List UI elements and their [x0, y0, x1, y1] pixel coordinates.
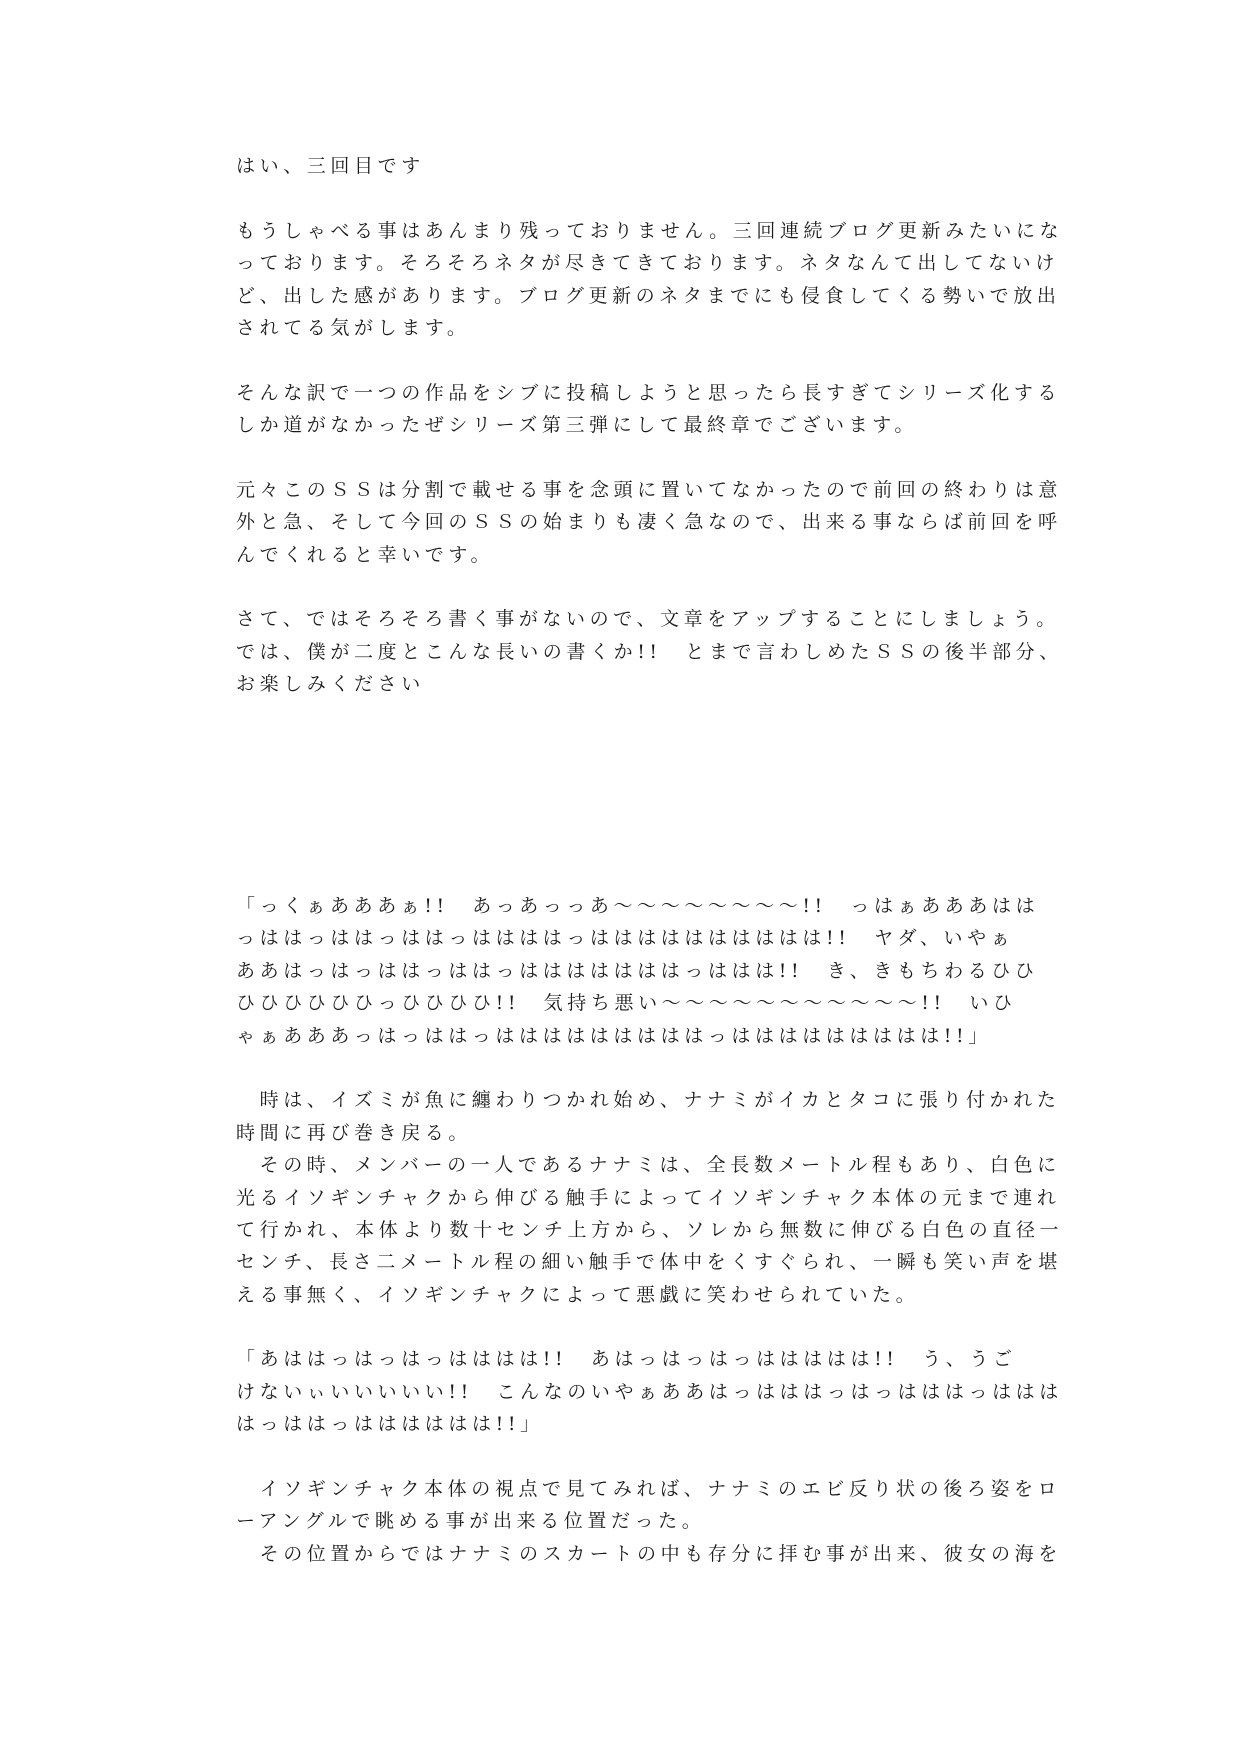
narration-block-2: [236, 1473, 1062, 1570]
text-line: 元々このＳＳは分割で載せる事を念頭に置いてなかったので前回の終わりは意: [236, 478, 1063, 501]
text-line: える事無く、イソギンチャクによって悪戯に笑わせられていた。: [236, 1283, 920, 1306]
text-line: っております。そろそろネタが尽きてきております。ネタなんて出してないけ: [236, 252, 1059, 275]
text-line: センチ、長さ二メートル程の細い触手で体中をくすぐられ、一瞬も笑い声を堪: [236, 1251, 1062, 1274]
text-line: しか道がなかったぜシリーズ第三弾にして最終章でございます。: [236, 414, 918, 437]
preface-paragraph-3: [236, 474, 1063, 571]
text-line: その位置からではナナミのスカートの中も存分に拝む事が出来、彼女の海を: [236, 1542, 1062, 1565]
preface-paragraph-4: [236, 603, 1063, 700]
text-line: んでくれると幸いです。: [236, 543, 495, 566]
text-line: そんな訳で一つの作品をシブに投稿しようと思ったら長すぎてシリーズ化する: [236, 381, 1062, 404]
text-line: ど、出した感があります。ブログ更新のネタまでにも侵食してくる勢いで放出: [236, 284, 1061, 307]
dialogue-block-1: [236, 890, 1040, 1052]
text-line: されてる気がします。: [236, 316, 471, 339]
text-line: て行かれ、本体より数十センチ上方から、ソレから無数に伸びる白色の直径一: [236, 1218, 1064, 1241]
text-line: ひひひひひひっひひひひ!! 気持ち悪い～～～～～～～～～～～!! いひ: [236, 992, 1017, 1015]
text-line: ゃぁあああっはっははっはははははははははっははははははははは!!」: [236, 1024, 992, 1047]
narration-block-1: [236, 1084, 1064, 1311]
text-line: お楽しみください: [236, 673, 425, 696]
text-line: 「あははっはっはっはははは!! あはっはっはっははははは!! う、うご: [236, 1348, 1017, 1371]
text-line: 時は、イズミが魚に纏わりつかれ始め、ナナミがイカとタコに張り付かれた: [236, 1089, 1061, 1112]
text-line: 「っくぁあああぁ!! あっあっっあ～～～～～～～～!! っはぁあああはは: [236, 895, 1040, 917]
text-line: イソギンチャク本体の視点で見てみれば、ナナミのエビ反り状の後ろ姿をロ: [236, 1478, 1062, 1501]
text-line: では、僕が二度とこんな長いの書くか!! とまで言わしめたＳＳの後半部分、: [236, 640, 1063, 663]
text-line: ーアングルで眺める事が出来る位置だった。: [236, 1510, 706, 1533]
text-line: もうしゃべる事はあんまり残っておりません。三回連続ブログ更新みたいにな: [236, 219, 1064, 242]
text-line: っははっははっははっははははっはははははははははは!! ヤダ、いやぁ: [236, 927, 1015, 950]
text-line: 時間に再び巻き戻る。: [236, 1121, 473, 1144]
preface-greeting: はい、三回目です: [236, 155, 425, 177]
text-line: はっははっはははははは!!」: [236, 1413, 544, 1436]
preface-paragraph-2: [236, 377, 1062, 442]
preface-paragraph-1: [236, 215, 1064, 345]
story-body: [236, 890, 1064, 1570]
text-line: けないぃいいいいい!! こんなのいやぁああはっはははっはっはははっははは: [236, 1380, 1063, 1403]
text-line: さて、ではそろそろ書く事がないので、文章をアップすることにしましょう。: [236, 608, 1060, 631]
text-line: その時、メンバーの一人であるナナミは、全長数メートル程もあり、白色に: [236, 1154, 1061, 1177]
text-line: 光るイソギンチャクから伸びる触手によってイソギンチャク本体の元まで連れ: [236, 1186, 1061, 1209]
author-preface: [236, 150, 1064, 701]
text-line: ああはっはっははっははっはははははははっははは!! き、きもちわるひひ: [236, 959, 1039, 982]
text-line: 外と急、そして今回のＳＳの始まりも凄く急なので、出来る事ならば前回を呼: [236, 511, 1062, 534]
dialogue-block-2: [236, 1343, 1063, 1440]
